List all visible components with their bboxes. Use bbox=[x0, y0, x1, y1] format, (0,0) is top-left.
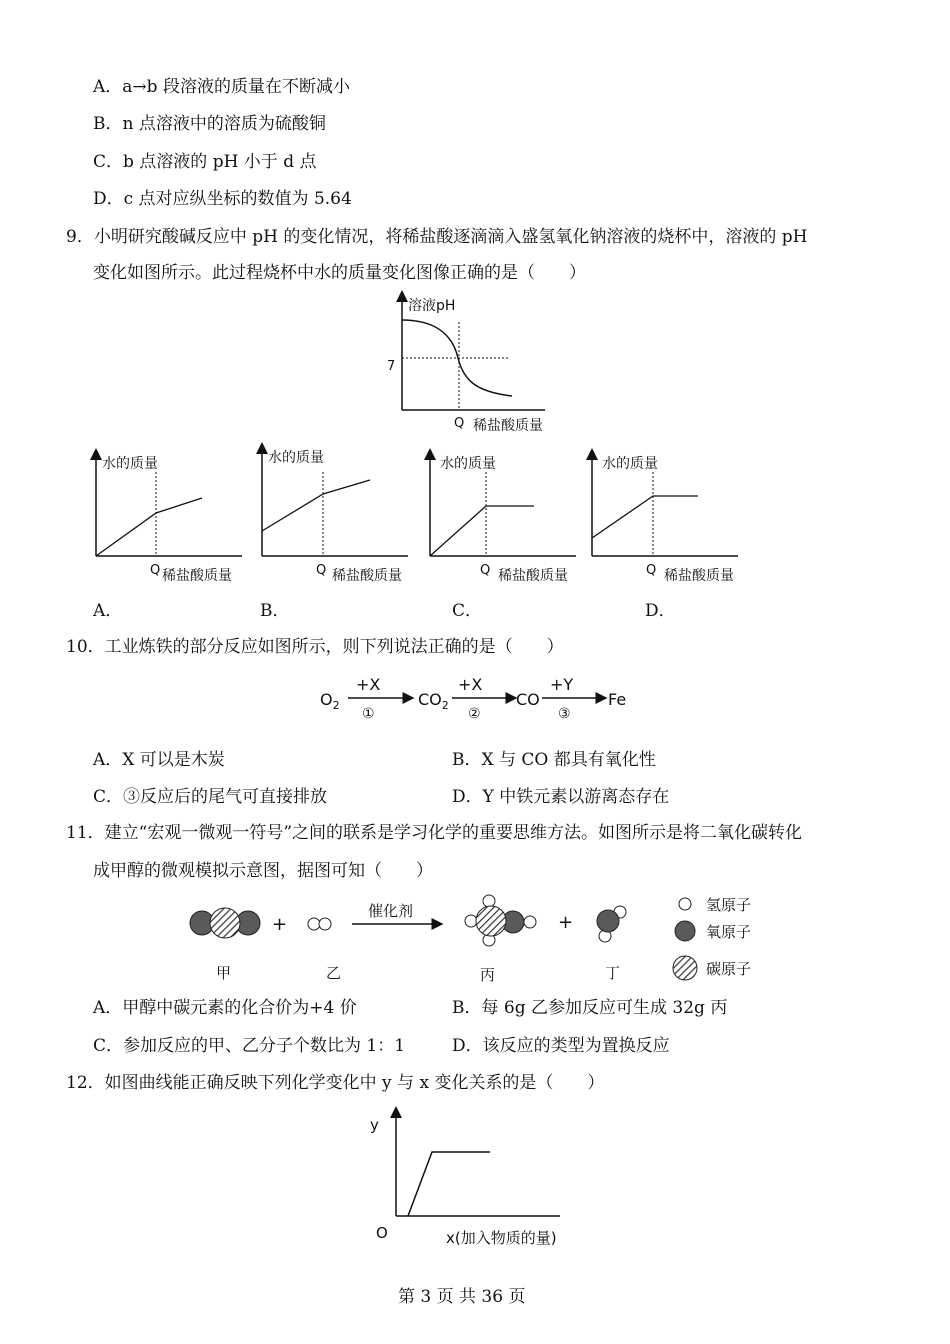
q10-option-b[interactable]: B．X 与 CO 都具有氧化性 bbox=[452, 750, 656, 770]
legend bbox=[673, 896, 751, 980]
q11-stem-line1: 11．建立“宏观一微观一符号”之间的联系是学习化学的重要思维方法。如图所示是将二氧化碳转化 bbox=[66, 823, 803, 843]
svg-text:①: ① bbox=[362, 706, 375, 722]
graph-c-line bbox=[430, 506, 534, 556]
svg-text:催化剂: 催化剂 bbox=[368, 902, 414, 920]
svg-text:CO2: $CO_2$ bbox=[418, 690, 449, 712]
svg-text:Q: Q bbox=[150, 563, 161, 578]
q9-choice-d[interactable]: D． bbox=[645, 601, 676, 621]
molecule-yi bbox=[308, 918, 331, 930]
svg-text:稀盐酸质量: 稀盐酸质量 bbox=[498, 568, 568, 584]
q10-reaction-diagram bbox=[318, 676, 638, 726]
q11-option-a[interactable]: A．甲醇中碳元素的化合价为+4 价 bbox=[93, 998, 357, 1018]
q8-option-a: A．a→b 段溶液的质量在不断减小 bbox=[93, 77, 350, 97]
page-footer: 第 3 页 共 36 页 bbox=[398, 1287, 526, 1307]
svg-text:+X: +X bbox=[356, 675, 381, 694]
ph-x-label: 稀盐酸质量 bbox=[473, 418, 543, 434]
svg-text:O: O bbox=[376, 1224, 388, 1242]
svg-text:O2: $O_2$ bbox=[320, 690, 340, 712]
svg-text:Q: Q bbox=[480, 563, 491, 578]
svg-text:+Y: +Y bbox=[550, 675, 574, 694]
q8-option-c: C．b 点溶液的 pH 小于 d 点 bbox=[93, 152, 317, 172]
svg-text:稀盐酸质量: 稀盐酸质量 bbox=[332, 568, 402, 584]
q12-graph bbox=[360, 1108, 600, 1258]
svg-text:+: + bbox=[272, 914, 288, 935]
svg-text:+X: +X bbox=[458, 675, 483, 694]
svg-text:Fe: Fe bbox=[608, 690, 627, 709]
q11-stem-line2: 成甲醇的微观模拟示意图，据图可知（ ） bbox=[93, 861, 433, 881]
svg-text:②: ② bbox=[468, 706, 481, 722]
q10-stem: 10．工业炼铁的部分反应如图所示，则下列说法正确的是（ ） bbox=[66, 637, 564, 657]
graph-d-line bbox=[592, 496, 698, 538]
q8-option-d: D．c 点对应纵坐标的数值为 5.64 bbox=[93, 189, 352, 209]
q9-choice-c[interactable]: C． bbox=[452, 601, 483, 621]
svg-text:水的质量: 水的质量 bbox=[602, 456, 658, 472]
svg-text:乙: 乙 bbox=[326, 964, 342, 982]
q12-curve bbox=[408, 1152, 490, 1216]
svg-text:Q: Q bbox=[646, 563, 657, 578]
svg-text:碳原子: 碳原子 bbox=[706, 960, 752, 978]
q9-graph-d[interactable] bbox=[578, 448, 758, 588]
svg-text:氧原子: 氧原子 bbox=[706, 923, 752, 941]
svg-text:+: + bbox=[558, 912, 574, 933]
q9-ph-chart bbox=[370, 292, 570, 442]
q9-choice-b[interactable]: B． bbox=[260, 601, 290, 621]
q9-choice-a[interactable]: A． bbox=[93, 601, 123, 621]
svg-text:③: ③ bbox=[558, 706, 571, 722]
graph-a-line bbox=[96, 498, 202, 556]
svg-text:水的质量: 水的质量 bbox=[102, 456, 158, 472]
q9-stem-line1: 9．小明研究酸碱反应中 pH 的变化情况，将稀盐酸逐滴滴入盛氢氧化钠溶液的烧杯中，溶液的 pH bbox=[66, 227, 808, 247]
molecule-ding bbox=[597, 906, 626, 942]
svg-text:丁: 丁 bbox=[605, 964, 621, 982]
q11-option-b[interactable]: B．每 6g 乙参加反应可生成 32g 丙 bbox=[452, 998, 728, 1018]
ph-x-tick: Q bbox=[454, 416, 465, 431]
ph-y-tick: 7 bbox=[387, 359, 396, 374]
svg-text:Q: Q bbox=[316, 563, 327, 578]
graph-b-line bbox=[262, 480, 370, 531]
q9-stem-line2: 变化如图所示。此过程烧杯中水的质量变化图像正确的是（ ） bbox=[93, 263, 586, 283]
q9-graph-b[interactable] bbox=[248, 442, 428, 582]
q10-option-c[interactable]: C．③反应后的尾气可直接排放 bbox=[93, 787, 328, 807]
svg-text:稀盐酸质量: 稀盐酸质量 bbox=[162, 568, 232, 584]
svg-text:水的质量: 水的质量 bbox=[440, 456, 496, 472]
q11-molecule-diagram bbox=[180, 888, 780, 990]
q11-option-c[interactable]: C．参加反应的甲、乙分子个数比为 1：1 bbox=[93, 1036, 406, 1056]
q9-graph-c[interactable] bbox=[416, 448, 596, 588]
ph-y-label: 溶液pH bbox=[408, 298, 456, 314]
svg-text:氢原子: 氢原子 bbox=[706, 896, 752, 914]
q8-option-b: B．n 点溶液中的溶质为硫酸铜 bbox=[93, 114, 326, 134]
q10-option-a[interactable]: A．X 可以是木炭 bbox=[93, 750, 225, 770]
svg-text:CO: CO bbox=[516, 690, 540, 709]
svg-text:丙: 丙 bbox=[480, 966, 496, 984]
svg-text:水的质量: 水的质量 bbox=[268, 450, 324, 466]
svg-text:稀盐酸质量: 稀盐酸质量 bbox=[664, 568, 734, 584]
svg-text:甲: 甲 bbox=[216, 964, 232, 982]
svg-text:y: y bbox=[370, 1116, 379, 1134]
q12-stem: 12．如图曲线能正确反映下列化学变化中 y 与 x 变化关系的是（ ） bbox=[66, 1073, 605, 1093]
q10-option-d[interactable]: D．Y 中铁元素以游离态存在 bbox=[452, 787, 670, 807]
molecule-jia bbox=[190, 908, 260, 938]
svg-text:x(加入物质的量): x(加入物质的量) bbox=[446, 1229, 557, 1247]
molecule-bing bbox=[465, 895, 536, 946]
q11-option-d[interactable]: D．该反应的类型为置换反应 bbox=[452, 1036, 670, 1056]
q9-graph-a[interactable] bbox=[82, 448, 262, 588]
